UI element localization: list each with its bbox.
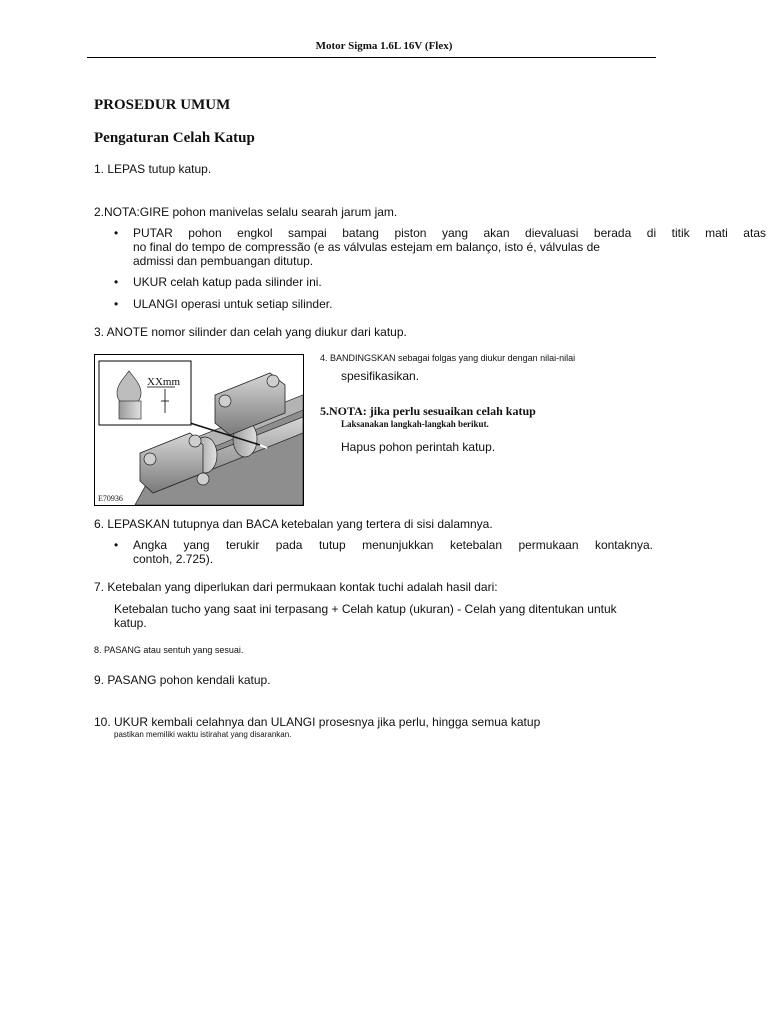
step-9: 9. PASANG pohon kendali katup. (94, 673, 271, 687)
step-2-bullet-1-line-1: PUTAR pohon engkol sampai batang piston yang akan dievaluasi berada di titik mati atas (133, 226, 766, 240)
step-7-body-line-2: katup. (114, 616, 147, 630)
step-5-subnote: Laksanakan langkah-langkah berikut. (341, 419, 489, 429)
figure-inset-label: XXmm (147, 376, 180, 388)
step-4-line-2: spesifikasikan. (341, 369, 420, 383)
bullet-icon: • (114, 538, 119, 552)
subsection-title: Pengaturan Celah Katup (94, 130, 255, 146)
bullet-icon: • (114, 275, 119, 289)
step-5-body: Hapus pohon perintah katup. (341, 440, 496, 454)
step-2-bullet-1-line-2: no final do tempo de compressão (e as válvulas estejam em balanço, isto é, válvulas de (133, 240, 600, 254)
step-4-line-1: 4. BANDINGSKAN sebagai folgas yang diukur dengan nilai-nilai (320, 353, 576, 363)
step-7-body-line-1: Ketebalan tucho yang saat ini terpasang + Celah katup (ukuran) - Celah yang ditentukan untuk (114, 602, 617, 616)
step-7: 7. Ketebalan yang diperlukan dari permukaan kontak tuchi adalah hasil dari: (94, 580, 498, 594)
step-2-bullet-2: UKUR celah katup pada silinder ini. (133, 275, 322, 289)
step-10-line-1: 10. UKUR kembali celahnya dan ULANGI prosesnya jika perlu, hingga semua katup (94, 715, 541, 729)
step-3: 3. ANOTE nomor silinder dan celah yang diukur dari katup. (94, 325, 407, 339)
step-2-bullet-3: ULANGI operasi untuk setiap silinder. (133, 297, 333, 311)
step-6: 6. LEPASKAN tutupnya dan BACA ketebalan yang tertera di sisi dalamnya. (94, 517, 493, 531)
figure-code: E70936 (98, 494, 123, 503)
step-2-bullet-1-line-3: admissi dan pembuangan ditutup. (133, 254, 314, 268)
camshaft-illustration (95, 355, 303, 505)
header-divider (87, 57, 656, 58)
document-header-title: Motor Sigma 1.6L 16V (Flex) (315, 40, 453, 52)
section-title: PROSEDUR UMUM (94, 97, 231, 113)
step-10-line-2: pastikan memiliki waktu istirahat yang disarankan. (114, 730, 292, 739)
step-1: 1. LEPAS tutup katup. (94, 162, 212, 176)
step-6-bullet-line-2: contoh, 2.725). (133, 552, 214, 566)
step-6-bullet-line-1: Angka yang terukir pada tutup menunjukkan ketebalan permukaan kontaknya. (133, 538, 653, 552)
step-5-note: 5.NOTA: jika perlu sesuaikan celah katup (320, 404, 536, 418)
valve-clearance-figure (94, 354, 304, 506)
bullet-icon: • (114, 226, 119, 240)
bullet-icon: • (114, 297, 119, 311)
step-2-note: 2.NOTA:GIRE pohon manivelas selalu searah jarum jam. (94, 205, 398, 219)
step-8: 8. PASANG atau sentuh yang sesuai. (94, 645, 244, 655)
